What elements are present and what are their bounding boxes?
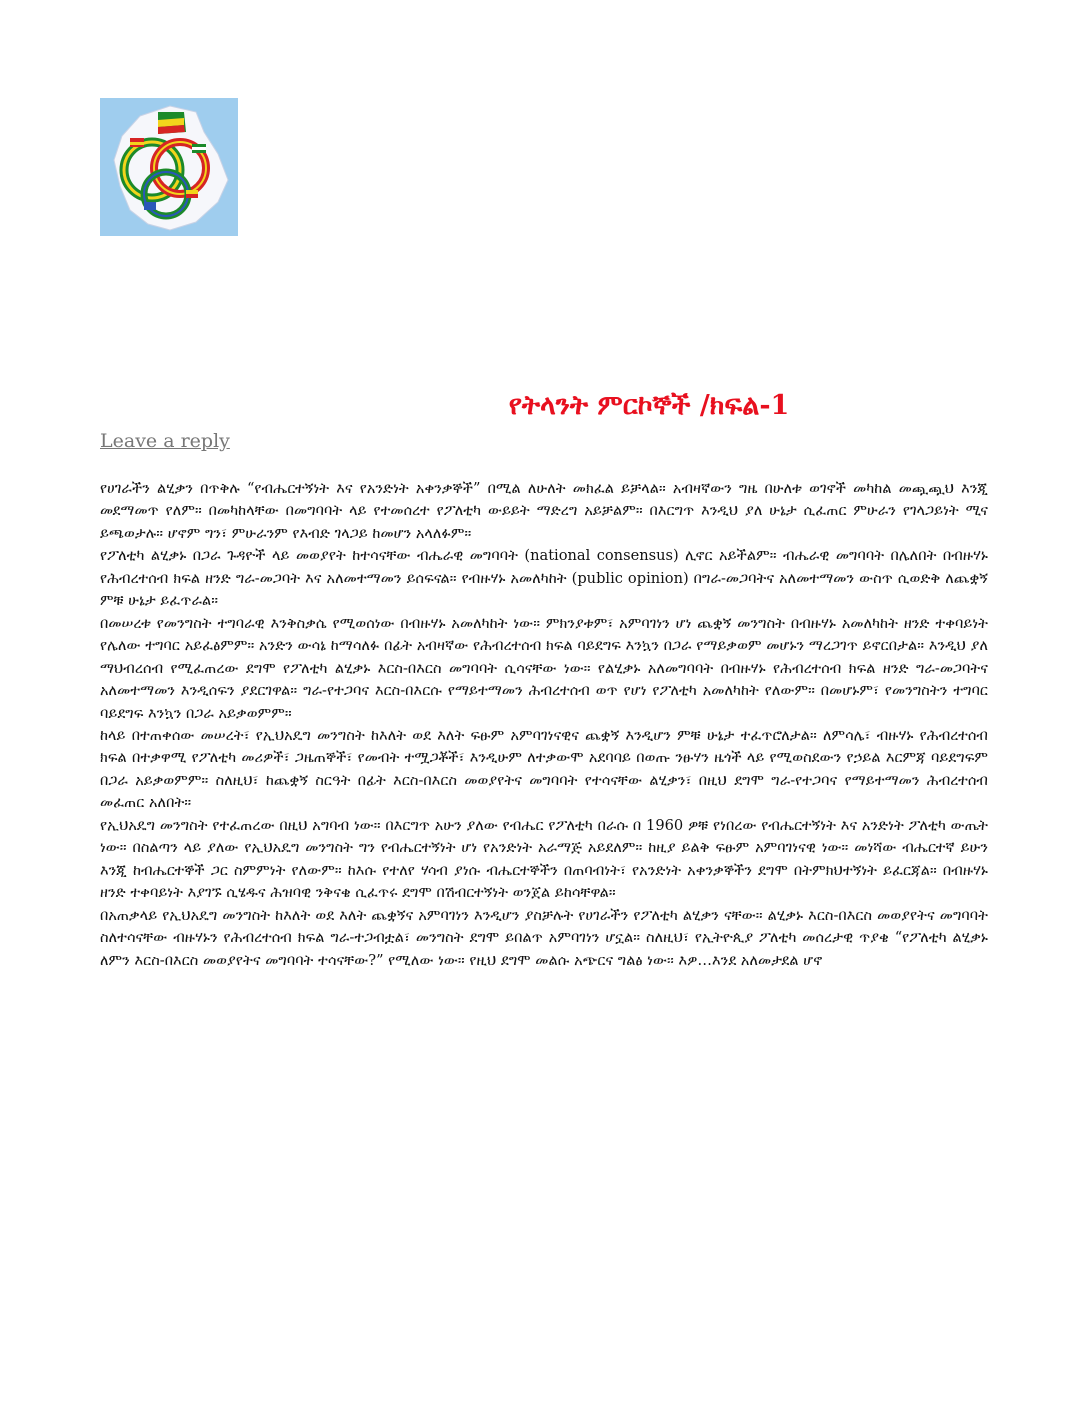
article-paragraph: የኢህአዴግ መንግስት የተፈጠረው በዚህ አግባብ ነው። በእርግጥ አሁን ያለው የብሔር የፖለቲካ በራሱ በ 1960 ዎቹ የነበረው የብሔርተኝነት እና አንድነት ፖለቲካ ውጤት ነው። በስልጣን ላይ ያለው የኢህአዴግ መንግስት ግን የብሔርተኝነት ሆነ የአንድነት አራማጅ አይደለም። ከዚያ ይልቅ ፍፁም አምባገነናዊ ነው። መነሻው ብሔርተኛ ይሁን እንጂ ከብሔርተኞች ጋር ስምምነት የለውም። ከእሱ የተለየ ሃሳብ ያነሱ ብሔርተኞችን በጠባብነት፣ የአንድነት አቀንቃኞችን ደግሞ በትምክህተኝነት ይፈርጃል። በብዙሃኑ ዘንድ ተቀባይነት እያገኙ ሲሄዱና ሕዝባዊ ንቅናቄ ሲፈጥሩ ደግሞ በሽብርተኝነት ወንጀል ይከሳቸዋል። [100,816,988,902]
article-paragraph: በአጠቃላይ የኢህአዴግ መንግስት ከእለት ወደ እለት ጨቋኝና አምባገነን እንዲሆን ያስቻሉት የሀገራችን የፖለቲካ ልሂቃን ናቸው። ልሂቃኑ እርስ-በእርስ መወያየትና መግባባት ስለተሳናቸው ብዙሃኑን የሕብረተሰብ ክፍል ግራ-ተጋብቷል፣ መንግስት ደግሞ ይበልጥ አምባገነን ሆኗል። ስለዚህ፣ የኢትዮጲያ ፖለቲካ መሰረታዊ ጥያቄ “የፖለቲካ ልሂቃኑ ለምን እርስ-በእርስ መወያየትና መግባባት ተሳናቸው?” የሚለው ነው። የዚህ ደግሞ መልሱ አጭርና ግልፅ ነው፡፡ እዎ…እንደ አለመታደል ሆኖ [100,906,988,969]
ethiopia-map-logo-icon [100,98,238,236]
article-body [100,478,988,1378]
article-title: የትላንት ምርኮኞች /ክፍል-1 [508,390,790,421]
article-paragraph: ከላይ በተጠቀሰው መሠረት፣ የኢህአዴግ መንግስት ከእለት ወደ እለት ፍፁም አምባገነናዊና ጨቋኝ እንዲሆን ምቹ ሁኔታ ተፈጥሮለታል። ለምሳሌ፣ ብዙሃኑ የሕብረተሰብ ክፍል በተቃዋሚ የፖለቲካ መሪዎች፣ ጋዜጠኞች፣ የመብት ተሟጋቾች፣ እንዲሁም ለተቃውሞ አደባባይ በወጡ ንፁሃን ዜጎች ላይ የሚወስደውን የኃይል እርምጃ ባይደግፍም በጋራ አይቃወምም። ስለዚህ፣ ከጨቋኝ ስርዓት በፊት እርስ-በእርስ መወያየትና መግባባት የተሳናቸው ልሂቃን፣ በዚህ ደግሞ ግራ-የተጋባና የማይተማመን ሕብረተሰብ መፈጠር አለበት። [100,726,988,812]
article-paragraph: የሀገራችን ልሂቃን በጥቅሉ “የብሔርተኝነት እና የአንድነት አቀንቃኞች” በሚል ለሁለት መክፈል ይቻላል። አብዛኛውን ግዜ በሁለቱ ወገኖች መካከል መጯጯህ እንጂ መደማመጥ የለም። በመካከላቸው በመግባባት ላይ የተመሰረተ የፖለቲካ ውይይት ማድረግ አይቻልም። በእርግጥ እንዲህ ያለ ሁኔታ ሲፈጠር ምሁራን የገላጋይነት ሚና ይጫወታሉ። ሆኖም ግን፣ ምሁራንም የእብድ ገላጋይ ከመሆን አላለፉም። [100,480,988,542]
article-paragraph: በመሠረቱ የመንግስት ተግባራዊ እንቅስቃሴ የሚወሰነው በብዙሃኑ አመለካከት ነው። ምክንያቱም፣ አምባገነን ሆነ ጨቋኝ መንግስት በብዙሃኑ አመለካከት ዘንድ ተቀባይነት የሌለው ተግባር አይፈፅምም። አንድን ውሳኔ ከማሳለፉ በፊት አብዛኛው የሕብረተሰብ ክፍል ባይደግፍ እንኳን በጋራ የማይቃወም መሆኑን ማረጋገጥ ይኖርበታል። እንዲህ ያለ ማህብረሰብ የሚፈጠረው ደግሞ የፖለቲካ ልሂቃኑ እርስ-በእርስ መግባባት ሲሳናቸው ነው። የልሂቃኑ አለመግባባት በብዙሃኑ የሕብረተሰብ ክፍል ዘንድ ግራ-መጋባትና አለመተማመን እንዲሰፍን ያደርገዋል። ግራ-የተጋባና እርስ-በእርሱ የማይተማመን ሕብረተሰብ ወጥ የሆነ የፖለቲካ አመለካከት የለውም። በመሆኑም፣ የመንግስትን ተግባር ባይደግፍ እንኳን በጋራ አይቃወምም። [100,614,988,722]
leave-a-reply-link[interactable]: Leave a reply [100,430,230,452]
article-paragraph: የፖለቲካ ልሂቃኑ በጋራ ጉዳዮች ላይ መወያየት ከተሳናቸው ብሔራዊ መግባባት (national consensus) ሊኖር አይችልም። ብሔራዊ መግባባት በሌለበት በብዙሃኑ የሕብረተሰብ ክፍል ዘንድ ግራ-መጋባት እና አለመተማመን ይሰፍናል። የብዙሃኑ አመለካከት (public opinion) በግራ-መጋባትና አለመተማመን ውስጥ ሲወድቅ ለጨቋኝ ምቹ ሁኔታ ይፈጥራል። [100,547,988,610]
